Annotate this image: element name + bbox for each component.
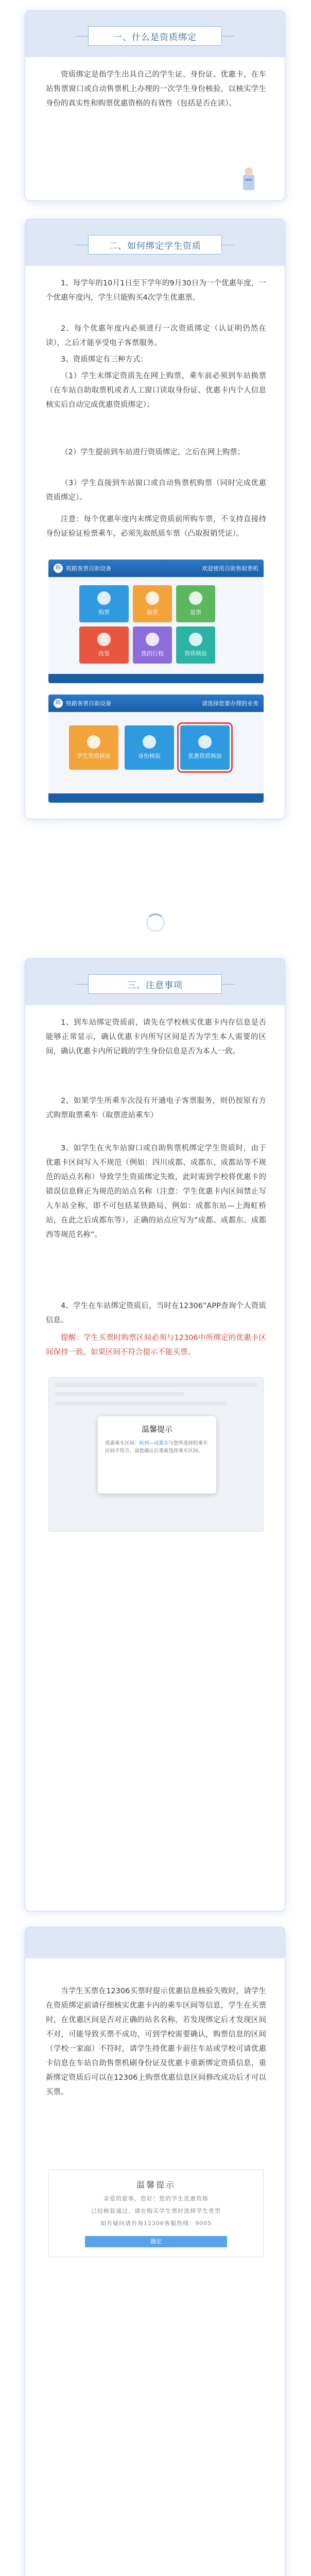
tile-buy[interactable] bbox=[79, 585, 129, 622]
ticket-icon bbox=[97, 591, 111, 605]
print-icon bbox=[146, 591, 159, 605]
section-title: 二、如何绑定学生资质 bbox=[88, 235, 222, 255]
tile-label: 取票 bbox=[147, 609, 158, 616]
student-icon bbox=[87, 735, 100, 749]
tip-title: 温馨提示 bbox=[136, 2180, 176, 2190]
method-2: （2）学生提前到车站进行资质绑定，之后在网上购票； bbox=[61, 448, 245, 456]
discount-icon bbox=[198, 735, 212, 749]
method-1: （1）学生未绑定资质先在网上购票，乘车前必须到车站换票（在车站自助取票机或者人工窗口读取身份证、优惠卡内个人信息核实后自动完成优惠资质绑定）； bbox=[46, 372, 266, 409]
placeholder-bar bbox=[55, 1383, 257, 1387]
confirm-button[interactable]: 确定 bbox=[85, 2236, 227, 2247]
kiosk-footer bbox=[48, 793, 264, 803]
loading-spinner-icon bbox=[146, 913, 165, 932]
dialog-title: 温馨提示 bbox=[141, 1425, 172, 1434]
section-header-band bbox=[25, 959, 285, 1005]
method-3: （3）学生直接到车站窗口或自动售票机购票（同时完成优惠资质绑定）。 bbox=[46, 479, 266, 502]
decorative-figure-icon bbox=[234, 164, 265, 195]
warm-tip-dialog bbox=[98, 1416, 216, 1494]
tile-label: 学生资质核验 bbox=[77, 753, 111, 759]
step-2: 2、每个优惠年度内必须进行一次资质绑定（认证明仍然在读），之后才能享受电子客票服务。 bbox=[46, 325, 266, 347]
id-card-icon bbox=[189, 633, 202, 646]
note-3: 3、如学生在火车站窗口或自助售票机绑定学生资质时，由于优惠卡区间写入不规范（例如：四川成都、成都东、成都站等不规范的站点名称）导致学生资质绑定失败，此时需到学校将优惠卡的错误信息修正为规范的站点名称（注意：学生优惠卡内区间禁止写入车站全称，即不可包括某铁路局，例如：成都东站—上海虹桥站，在此之后成都东等）。正确的站点应写为”成都、成都东、成都西等规范名称”。 bbox=[46, 1144, 266, 1239]
tile-identity-check[interactable] bbox=[125, 725, 174, 770]
section-how-to-bind bbox=[25, 219, 285, 819]
tile-label: 资质核验 bbox=[184, 650, 207, 657]
kiosk-welcome: 请选择您要办理的业务 bbox=[202, 700, 258, 707]
tip-line-1: 亲爱的旅客，您好！您的学生优惠资格 bbox=[103, 2195, 209, 2202]
tile-label: 退票 bbox=[190, 609, 201, 616]
step-3: 3、资质绑定有三种方式： bbox=[61, 355, 148, 364]
mismatch-dialog-screenshot bbox=[48, 1377, 264, 1532]
kiosk-footer bbox=[48, 674, 264, 683]
kiosk-screenshot-main bbox=[48, 560, 264, 683]
swap-icon bbox=[97, 633, 111, 646]
section-header-band bbox=[25, 1927, 285, 1958]
dialog-route: 杭州—成都东 bbox=[139, 1440, 169, 1446]
step-1: 1、每学年的10月1日至下学年的9月30日为一个优惠年度，一个优惠年度内，学生只能购买4次学生优惠票。 bbox=[46, 279, 266, 302]
kiosk-brand: 铁路客票自助设备 bbox=[66, 565, 111, 572]
tile-change[interactable] bbox=[79, 626, 129, 664]
section-title: 三、注意事项 bbox=[88, 974, 222, 994]
dialog-text-c: 与您所选择的乘车区间不符合，请您确认后重新选择乘车区间。 bbox=[105, 1440, 208, 1454]
section-title: 一、什么是资质绑定 bbox=[88, 26, 222, 46]
section-header-band bbox=[25, 219, 285, 266]
placeholder-bar bbox=[55, 1392, 184, 1396]
tile-take[interactable] bbox=[133, 585, 172, 622]
dialog-text-a: 优惠乘车区间： bbox=[105, 1440, 140, 1446]
tile-discount-check[interactable] bbox=[180, 725, 230, 770]
tip-line-2: 已经核验通过，请在购买学生票时选择学生类型 bbox=[91, 2208, 221, 2214]
section-what-is-binding bbox=[25, 10, 285, 201]
tile-qualification[interactable] bbox=[176, 626, 215, 664]
tip-card bbox=[48, 2170, 264, 2257]
section-body-text: 资质绑定是指学生出具自己的学生证、身份证、优惠卡，在车站售票窗口或自动售票机上办理的一次学生身份核验，以核实学生身份的真实性和购票优惠资格的有效性（包括是否在读）。 bbox=[46, 71, 266, 108]
tile-label: 身份核验 bbox=[138, 753, 161, 759]
note-2: 2、如果学生所乘车次没有开通电子客票服务，则仍按原有方式购票取票乘车（取票进站乘车） bbox=[46, 1097, 266, 1120]
tile-student-check[interactable] bbox=[69, 725, 118, 770]
section-notes bbox=[25, 958, 285, 1911]
note-4: 4、学生在车站绑定资质后，当时在12306”APP查询个人资质信息。 bbox=[46, 1302, 266, 1325]
railway-logo-icon: 路 bbox=[54, 564, 63, 573]
note-1: 1、到车站绑定资质前，请先在学校核实优惠卡内存信息是否能够正常显示，确认优惠卡内所写区间是否为学生本人需要的区间，确认优惠卡内所记载的学生身份信息是否为本人一致。 bbox=[46, 1019, 266, 1056]
section-header-band bbox=[25, 11, 285, 57]
tile-label: 优惠资质核验 bbox=[188, 753, 222, 759]
tile-label: 我的行程 bbox=[141, 650, 164, 657]
tile-label: 改签 bbox=[98, 650, 110, 657]
id-card-icon bbox=[143, 735, 156, 749]
kiosk-header bbox=[48, 694, 264, 712]
attention-note: 注意：每个优惠年度内未绑定资质前所购车票，不支持直接持身份证验证检票乘车，必须先取纸质车票（凸取报销凭证）。 bbox=[46, 515, 266, 538]
kiosk-header bbox=[48, 560, 264, 577]
kiosk-screenshot-qualification bbox=[48, 694, 264, 803]
tips-paragraph: 当学生买票在12306买票时提示优惠信息核验失败时，请学生在资质绑定前请仔细核实优惠卡内的乘车区间等信息，学生在买票时，在优惠区间是否对正确的站名名称，若发现绑定后才发现区间不对，可能导致买票不成功，可到学校需要确认，购票信息的区间（学校一家面）不符时，请学生持优惠卡前往车站或学校可请优惠卡信息在车站自助售票机刷身份证及优惠卡重新绑定资质信息，重新绑定资质后可以在12306上购票优惠信息区间修改成功后才可以买票。 bbox=[46, 1987, 266, 2096]
placeholder-bar bbox=[55, 1401, 227, 1405]
tile-itinerary[interactable] bbox=[133, 626, 172, 664]
kiosk-welcome: 欢迎使用自助售取票机 bbox=[202, 565, 258, 572]
tip-line-3: 如有疑问请咨询12306客服热线：9005 bbox=[100, 2220, 212, 2227]
refund-icon bbox=[189, 591, 202, 605]
tile-refund[interactable] bbox=[176, 585, 215, 622]
section-tips bbox=[25, 1927, 285, 2576]
railway-logo-icon: 路 bbox=[54, 699, 63, 708]
reminder-note: 提醒：学生买票时购票区间必须与12306中所绑定的优惠卡区间保持一致，如果区间不符合提示不能买票。 bbox=[46, 1334, 266, 1357]
kiosk-brand: 铁路客票自助设备 bbox=[66, 700, 111, 707]
list-icon bbox=[146, 633, 159, 646]
dialog-text bbox=[105, 1439, 209, 1455]
tile-label: 购票 bbox=[98, 609, 110, 616]
